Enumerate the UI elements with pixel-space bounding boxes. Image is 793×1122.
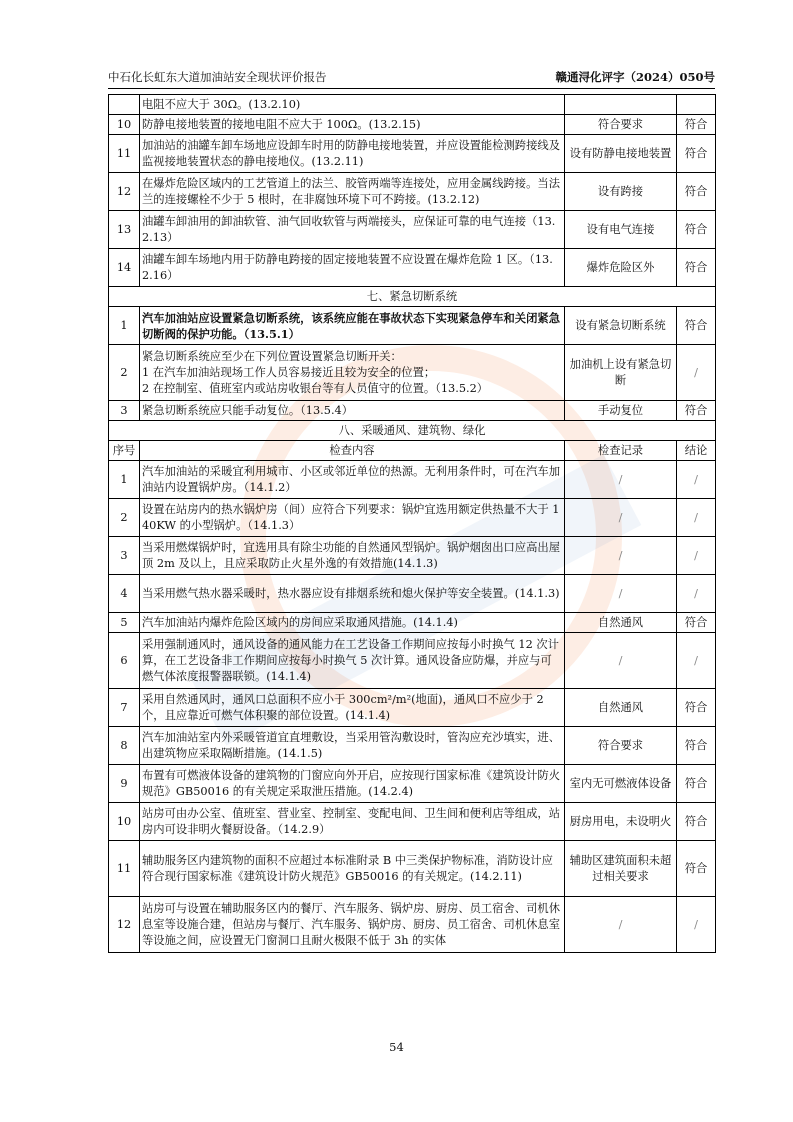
- check-content: 电阻不应大于 30Ω。(13.2.10): [140, 95, 565, 115]
- check-content: 加油站的油罐车卸车场地应设卸车时用的防静电接地装置，并应设置能检测跨接线及监视接地装置状态的静电接地仪。(13.2.11): [140, 135, 565, 173]
- inspection-table: [108, 94, 716, 953]
- check-record: 爆炸危险区外: [565, 249, 677, 287]
- check-result: 符合: [677, 135, 716, 173]
- check-content: 紧急切断系统应至少在下列位置设置紧急切断开关： 1 在汽车加油站现场工作人员容易接近且较为安全的位置； 2 在控制室、值班室内或站房收银台等有人员值守的位置。（13.5.2）: [140, 345, 565, 401]
- check-record: 设有电气连接: [565, 211, 677, 249]
- row-number: 1: [109, 461, 140, 499]
- check-record: [565, 95, 677, 115]
- table-row: [109, 499, 716, 537]
- check-result: 符合: [677, 765, 716, 803]
- table-row: [109, 537, 716, 575]
- check-content: 紧急切断系统应只能手动复位。（13.5.4）: [140, 401, 565, 421]
- row-number: 11: [109, 841, 140, 897]
- check-content: 站房可由办公室、值班室、营业室、控制室、变配电间、卫生间和便利店等组成，站房内可设非明火餐厨设备。（14.2.9）: [140, 803, 565, 841]
- check-record: 符合要求: [565, 115, 677, 135]
- check-record: 自然通风: [565, 689, 677, 727]
- table-row: [109, 211, 716, 249]
- row-number: 13: [109, 211, 140, 249]
- table-row: [109, 345, 716, 401]
- check-result: /: [677, 345, 716, 401]
- check-record: 设有跨接: [565, 173, 677, 211]
- check-result: /: [677, 633, 716, 689]
- row-number: 11: [109, 135, 140, 173]
- check-content: 汽车加油站的采暖宜利用城市、小区或邻近单位的热源。无利用条件时，可在汽车加油站内设置锅炉房。（14.1.2）: [140, 461, 565, 499]
- check-result: 符合: [677, 173, 716, 211]
- table-row: [109, 613, 716, 633]
- row-number: 2: [109, 499, 140, 537]
- row-number: 3: [109, 401, 140, 421]
- check-content: 当采用燃气热水器采暖时，热水器应设有排烟系统和熄火保护等安全装置。(14.1.3): [140, 575, 565, 613]
- check-result: /: [677, 537, 716, 575]
- col-header-no: 序号: [109, 441, 140, 461]
- row-number: 14: [109, 249, 140, 287]
- check-record: 辅助区建筑面积未超过相关要求: [565, 841, 677, 897]
- table-row: [109, 173, 716, 211]
- check-result: 符合: [677, 211, 716, 249]
- row-number: 2: [109, 345, 140, 401]
- row-number: 6: [109, 633, 140, 689]
- check-record: /: [565, 633, 677, 689]
- check-content: 采用自然通风时，通风口总面积不应小于 300cm²/m²(地面)，通风口不应少于 2 个，且应靠近可燃气体积聚的部位设置。(14.1.4): [140, 689, 565, 727]
- inspection-table-body: [109, 95, 716, 953]
- check-content: 汽车加油站室内外采暖管道宜直埋敷设，当采用管沟敷设时，管沟应充沙填实，进、出建筑物应采取隔断措施。(14.1.5): [140, 727, 565, 765]
- check-content: 汽车加油站应设置紧急切断系统，该系统应能在事故状态下实现紧急停车和关闭紧急切断阀的保护功能。（13.5.1）: [140, 307, 565, 345]
- check-content: 油罐车卸车场地内用于防静电跨接的固定接地装置不应设置在爆炸危险 1 区。（13.2.16）: [140, 249, 565, 287]
- section-row: [109, 287, 716, 307]
- check-result: 符合: [677, 613, 716, 633]
- check-result: 符合: [677, 307, 716, 345]
- row-number: [109, 95, 140, 115]
- check-record: 设有紧急切断系统: [565, 307, 677, 345]
- table-row: [109, 689, 716, 727]
- check-result: 符合: [677, 249, 716, 287]
- row-number: 4: [109, 575, 140, 613]
- check-record: 厨房用电，未设明火: [565, 803, 677, 841]
- check-result: /: [677, 575, 716, 613]
- table-row: [109, 765, 716, 803]
- report-number: 赣通浔化评字（2024）050号: [555, 70, 715, 84]
- row-number: 9: [109, 765, 140, 803]
- row-number: 8: [109, 727, 140, 765]
- col-header-content: 检查内容: [140, 441, 565, 461]
- check-content: 站房可与设置在辅助服务区内的餐厅、汽车服务、锅炉房、厨房、员工宿舍、司机休息室等设施合建，但站房与餐厅、汽车服务、锅炉房、厨房、员工宿舍、司机休息室等设施之间，应设置无门窗洞口且耐火极限不低于 3h 的实体: [140, 897, 565, 953]
- table-row: [109, 575, 716, 613]
- check-record: 加油机上设有紧急切断: [565, 345, 677, 401]
- section-title: 八、采暖通风、建筑物、绿化: [109, 421, 716, 441]
- check-result: 符合: [677, 803, 716, 841]
- check-record: /: [565, 575, 677, 613]
- table-row: [109, 897, 716, 953]
- table-row: [109, 461, 716, 499]
- check-content: 辅助服务区内建筑物的面积不应超过本标准附录 B 中三类保护物标准，消防设计应符合现行国家标准《建筑设计防火规范》GB50016 的有关规定。(14.2.11): [140, 841, 565, 897]
- col-header-record: 检查记录: [565, 441, 677, 461]
- table-row: [109, 307, 716, 345]
- check-record: 室内无可燃液体设备: [565, 765, 677, 803]
- check-content: 防静电接地装置的接地电阻不应大于 100Ω。(13.2.15): [140, 115, 565, 135]
- row-number: 1: [109, 307, 140, 345]
- section-title: 七、紧急切断系统: [109, 287, 716, 307]
- check-content: 汽车加油站内爆炸危险区域内的房间应采取通风措施。(14.1.4): [140, 613, 565, 633]
- table-row: [109, 803, 716, 841]
- row-number: 5: [109, 613, 140, 633]
- check-content: 布置有可燃液体设备的建筑物的门窗应向外开启，应按现行国家标准《建筑设计防火规范》GB50016 的有关规定采取泄压措施。(14.2.4): [140, 765, 565, 803]
- table-row: [109, 115, 716, 135]
- row-number: 12: [109, 173, 140, 211]
- check-content: 油罐车卸油用的卸油软管、油气回收软管与两端接头，应保证可靠的电气连接（13.2.13）: [140, 211, 565, 249]
- check-content: 在爆炸危险区域内的工艺管道上的法兰、胶管两端等连接处，应用金属线跨接。当法兰的连接螺栓不少于 5 根时，在非腐蚀环境下可不跨接。(13.2.12): [140, 173, 565, 211]
- check-result: 符合: [677, 115, 716, 135]
- check-record: 符合要求: [565, 727, 677, 765]
- row-number: 7: [109, 689, 140, 727]
- table-row: [109, 727, 716, 765]
- check-record: /: [565, 461, 677, 499]
- check-record: /: [565, 897, 677, 953]
- check-record: 设有防静电接地装置: [565, 135, 677, 173]
- table-row: [109, 841, 716, 897]
- check-record: 手动复位: [565, 401, 677, 421]
- table-row: [109, 95, 716, 115]
- table-row: [109, 401, 716, 421]
- row-number: 12: [109, 897, 140, 953]
- check-result: 符合: [677, 727, 716, 765]
- table-row: [109, 633, 716, 689]
- check-content: 当采用燃煤锅炉时，宜选用具有除尘功能的自然通风型锅炉。锅炉烟囱出口应高出屋顶 2m 及以上，且应采取防止火星外逸的有效措施(14.1.3): [140, 537, 565, 575]
- page-number: 54: [389, 1040, 404, 1054]
- check-result: /: [677, 461, 716, 499]
- check-result: 符合: [677, 401, 716, 421]
- check-record: 自然通风: [565, 613, 677, 633]
- check-record: /: [565, 537, 677, 575]
- row-number: 10: [109, 803, 140, 841]
- page-header: [108, 68, 715, 89]
- check-record: /: [565, 499, 677, 537]
- section-row: [109, 421, 716, 441]
- report-title: 中石化长虹东大道加油站安全现状评价报告: [108, 70, 327, 84]
- column-header-row: [109, 441, 716, 461]
- check-content: 设置在站房内的热水锅炉房（间）应符合下列要求：锅炉宜选用额定供热量不大于 140KW 的小型锅炉。（14.1.3）: [140, 499, 565, 537]
- row-number: 10: [109, 115, 140, 135]
- check-result: /: [677, 499, 716, 537]
- row-number: 3: [109, 537, 140, 575]
- table-row: [109, 135, 716, 173]
- check-content: 采用强制通风时，通风设备的通风能力在工艺设备工作期间应按每小时换气 12 次计算，在工艺设备非工作期间应按每小时换气 5 次计算。通风设备应防爆，并应与可燃气体浓度报警器联锁。(14.1.4): [140, 633, 565, 689]
- table-row: [109, 249, 716, 287]
- check-result: [677, 95, 716, 115]
- check-result: 符合: [677, 689, 716, 727]
- check-result: 符合: [677, 841, 716, 897]
- col-header-result: 结论: [677, 441, 716, 461]
- check-result: /: [677, 897, 716, 953]
